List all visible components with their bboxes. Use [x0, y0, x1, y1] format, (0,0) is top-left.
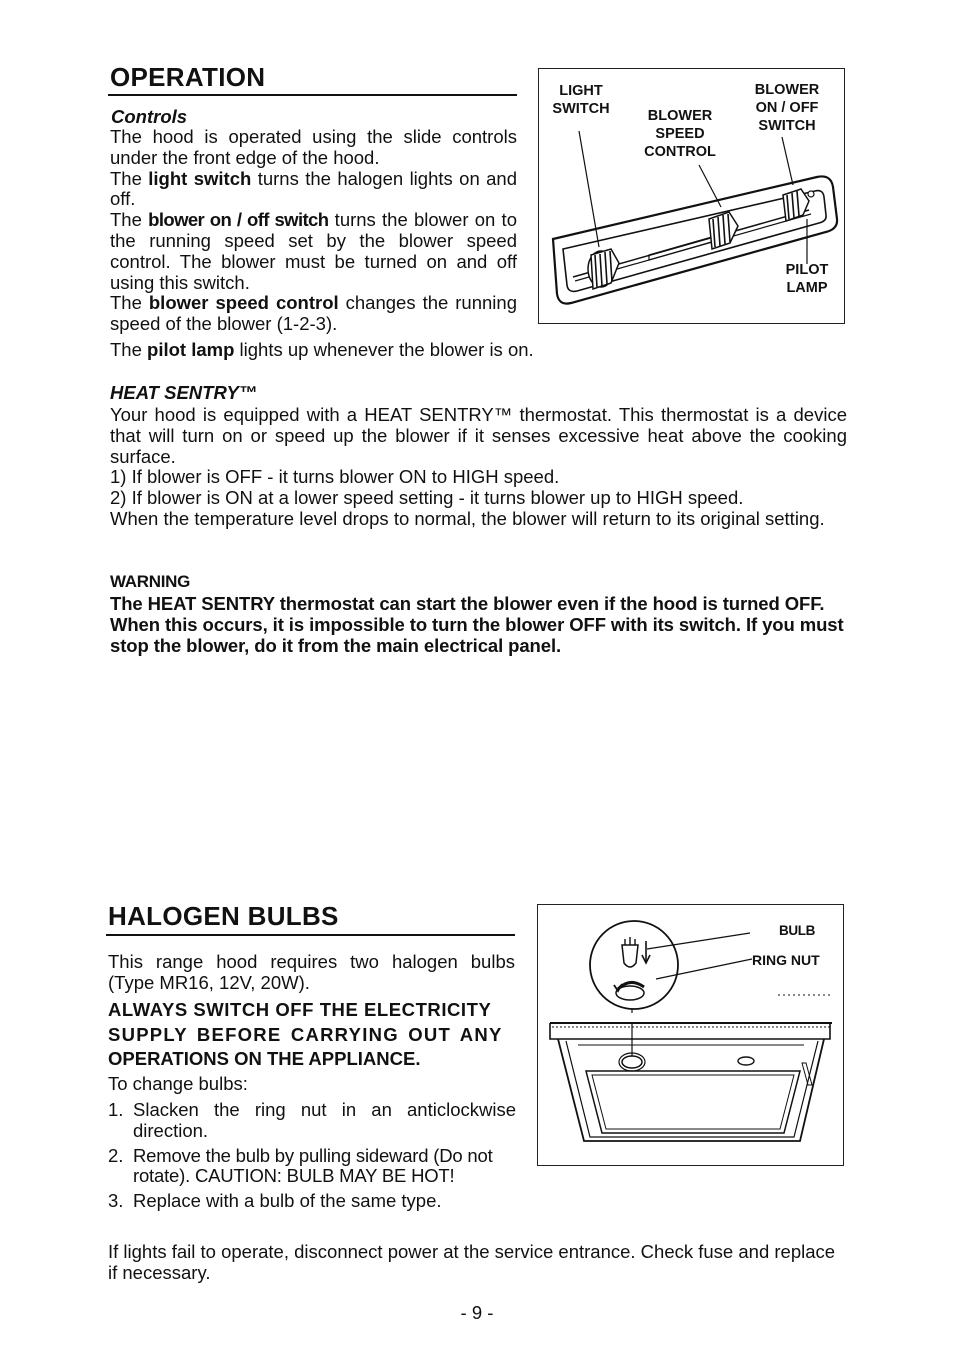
halogen-title: HALOGEN BULBS [108, 901, 339, 931]
heat-sentry-p1: Your hood is equipped with a HEAT SENTRY™ thermostat. This thermostat is a device that will turn on or speed up the blower if it senses excessive heat above the cooking surface. [110, 404, 847, 467]
step-item: 3. Replace with a bulb of the same type. [108, 1190, 442, 1212]
label-blower-onoff-switch: BLOWER ON / OFF SWITCH [754, 82, 820, 134]
heat-sentry-heading: HEAT SENTRY™ [110, 382, 258, 403]
operation-title-rule [108, 94, 517, 96]
caution-line-2: SUPPLY BEFORE CARRYING OUT ANY [108, 1023, 503, 1045]
label-ring-nut: RING NUT [752, 952, 820, 968]
label-pilot-lamp: PILOT LAMP [785, 262, 829, 296]
heat-sentry-p2: When the temperature level drops to normal, the blower will return to its original setting. [110, 507, 825, 529]
heat-sentry-item1: 1) If blower is OFF - it turns blower ON to HIGH speed. [110, 466, 560, 488]
bulb-steps [108, 1100, 516, 1212]
halogen-footer: If lights fail to operate, disconnect power at the service entrance. Check fuse and replace if necessary. [108, 1241, 836, 1283]
caution-line-3: OPERATIONS ON THE APPLIANCE. [108, 1048, 421, 1069]
controls-figure [538, 68, 845, 324]
label-light-switch: LIGHT SWITCH [552, 83, 610, 117]
halogen-hood-illustration [538, 905, 843, 1165]
controls-heading: Controls [111, 106, 188, 127]
to-change-label: To change bulbs: [108, 1073, 248, 1094]
halogen-figure [537, 904, 844, 1166]
controls-p5: The pilot lamp lights up whenever the blower is on. [110, 339, 534, 360]
halogen-p1: This range hood requires two halogen bulbs (Type MR16, 12V, 20W). [108, 951, 515, 993]
caution-line-1: ALWAYS SWITCH OFF THE ELECTRICITY [108, 999, 492, 1020]
halogen-caution [108, 998, 515, 1072]
controls-p1: The hood is operated using the slide controls under the front edge of the hood. [110, 126, 517, 168]
page-number: - 9 - [460, 1302, 494, 1323]
pilot-lamp-indicator [808, 191, 814, 197]
controls-p2: The light switch turns the halogen lights on and off. [110, 167, 517, 210]
controls-p3: The blower on / off switch turns the blower on to the running speed set by the blower speed control. The blower must be turned on and off using this switch. [110, 209, 517, 293]
controls-text [110, 127, 517, 335]
warning-text: The HEAT SENTRY thermostat can start the blower even if the hood is turned OFF. When this occurs, it is impossible to turn the blower OFF with its switch. If you must stop the blower, do it from the main electrical panel. [110, 593, 844, 656]
heat-sentry-text [110, 405, 847, 530]
operation-title: OPERATION [110, 62, 266, 92]
step-item: 2. Remove the bulb by pulling sideward (Do not rotate). CAUTION: BULB MAY BE HOT! [108, 1144, 493, 1187]
step-item: 1. Slacken the ring nut in an anticlockwise direction. [108, 1099, 516, 1141]
halogen-title-rule [106, 934, 515, 936]
warning-heading: WARNING [110, 572, 191, 591]
controls-p4: The blower speed control changes the running speed of the blower (1-2-3). [110, 292, 517, 335]
label-blower-speed-control: BLOWER SPEED CONTROL [644, 108, 716, 160]
label-bulb: BULB [779, 923, 815, 938]
heat-sentry-item2: 2) If blower is ON at a lower speed setting - it turns blower up to HIGH speed. [110, 487, 744, 509]
